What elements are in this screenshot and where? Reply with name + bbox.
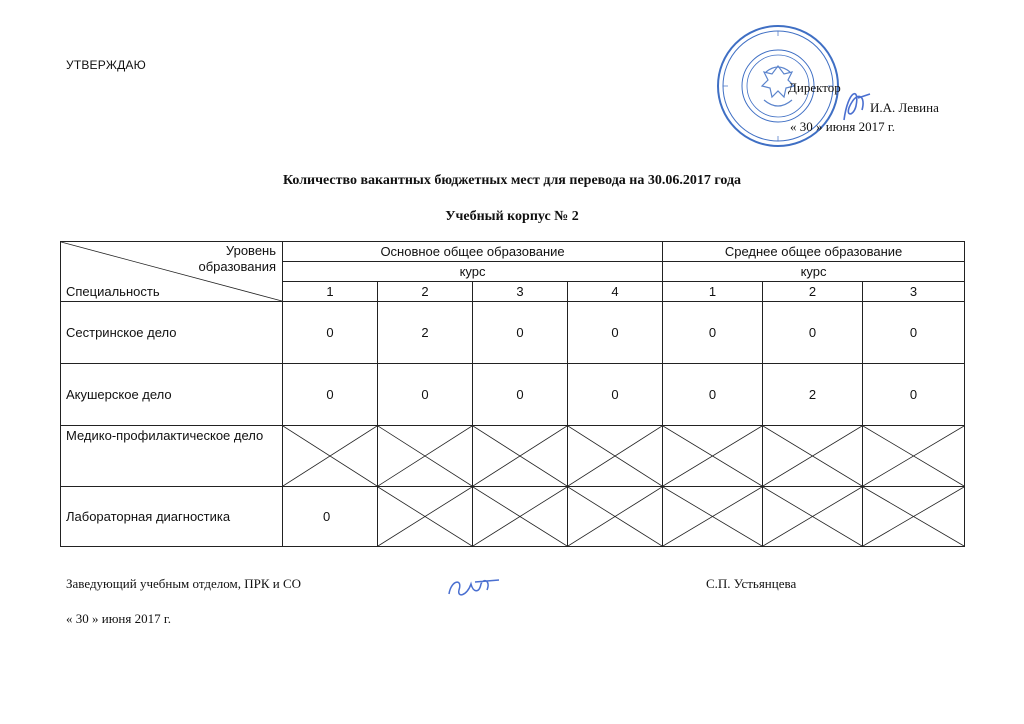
table-row xyxy=(61,426,965,487)
document-subtitle: Учебный корпус № 2 xyxy=(445,209,579,224)
director-name: И.А. Левина xyxy=(870,100,939,115)
table-corner-header xyxy=(61,242,283,302)
course-number: 3 xyxy=(863,282,965,302)
crossed-cell xyxy=(283,426,378,487)
course-number: 4 xyxy=(568,282,663,302)
specialty-name: Акушерское дело xyxy=(61,364,283,426)
vacancy-value: 0 xyxy=(663,302,763,364)
footer-name: С.П. Устьянцева xyxy=(706,576,797,591)
corner-specialty-label: Специальность xyxy=(66,284,160,299)
crossed-cell xyxy=(568,426,663,487)
course-label-basic: курс xyxy=(283,262,663,282)
corner-level-label-1: Уровень xyxy=(225,243,276,258)
vacancy-value: 0 xyxy=(378,364,473,426)
vacancy-value: 0 xyxy=(763,302,863,364)
crossed-cell xyxy=(863,487,965,547)
group-secondary-header: Среднее общее образование xyxy=(663,242,965,262)
vacancy-value: 0 xyxy=(663,364,763,426)
document-title: Количество вакантных бюджетных мест для перевода на 30.06.2017 года xyxy=(282,173,742,188)
vacancy-value: 0 xyxy=(863,302,965,364)
footer-position: Заведующий учебным отделом, ПРК и СО xyxy=(66,576,302,591)
vacancy-value: 0 xyxy=(283,302,378,364)
crossed-cell xyxy=(763,487,863,547)
vacancy-value: 0 xyxy=(568,302,663,364)
vacancy-value: 0 xyxy=(863,364,965,426)
footer-date: « 30 » июня 2017 г. xyxy=(66,611,171,626)
vacancy-value: 0 xyxy=(473,364,568,426)
course-number: 2 xyxy=(378,282,473,302)
group-basic-header: Основное общее образование xyxy=(283,242,663,262)
table-row xyxy=(61,364,965,426)
crossed-cell xyxy=(473,487,568,547)
vacancy-value: 0 xyxy=(283,487,378,547)
director-title: Директор xyxy=(788,80,841,95)
course-number: 2 xyxy=(763,282,863,302)
crossed-cell xyxy=(473,426,568,487)
crossed-cell xyxy=(378,487,473,547)
course-number: 1 xyxy=(283,282,378,302)
specialty-name: Медико-профилактическое дело xyxy=(61,426,283,487)
table-row xyxy=(61,487,965,547)
corner-level-label-2: образования xyxy=(198,259,276,274)
crossed-cell xyxy=(663,426,763,487)
vacancy-value: 2 xyxy=(763,364,863,426)
vacancy-table xyxy=(60,241,965,547)
crossed-cell xyxy=(568,487,663,547)
crossed-cell xyxy=(663,487,763,547)
vacancy-value: 2 xyxy=(378,302,473,364)
crossed-cell xyxy=(378,426,473,487)
vacancy-value: 0 xyxy=(568,364,663,426)
course-label-secondary: курс xyxy=(663,262,965,282)
specialty-name: Лабораторная диагностика xyxy=(61,487,283,547)
crossed-cell xyxy=(863,426,965,487)
vacancy-value: 0 xyxy=(473,302,568,364)
approve-label: УТВЕРЖДАЮ xyxy=(66,58,146,72)
specialty-name: Сестринское дело xyxy=(61,302,283,364)
crossed-cell xyxy=(763,426,863,487)
head-signature xyxy=(445,572,503,602)
director-date: « 30 » июня 2017 г. xyxy=(790,119,895,134)
table-row xyxy=(61,302,965,364)
course-number: 3 xyxy=(473,282,568,302)
vacancy-value: 0 xyxy=(283,364,378,426)
course-number: 1 xyxy=(663,282,763,302)
